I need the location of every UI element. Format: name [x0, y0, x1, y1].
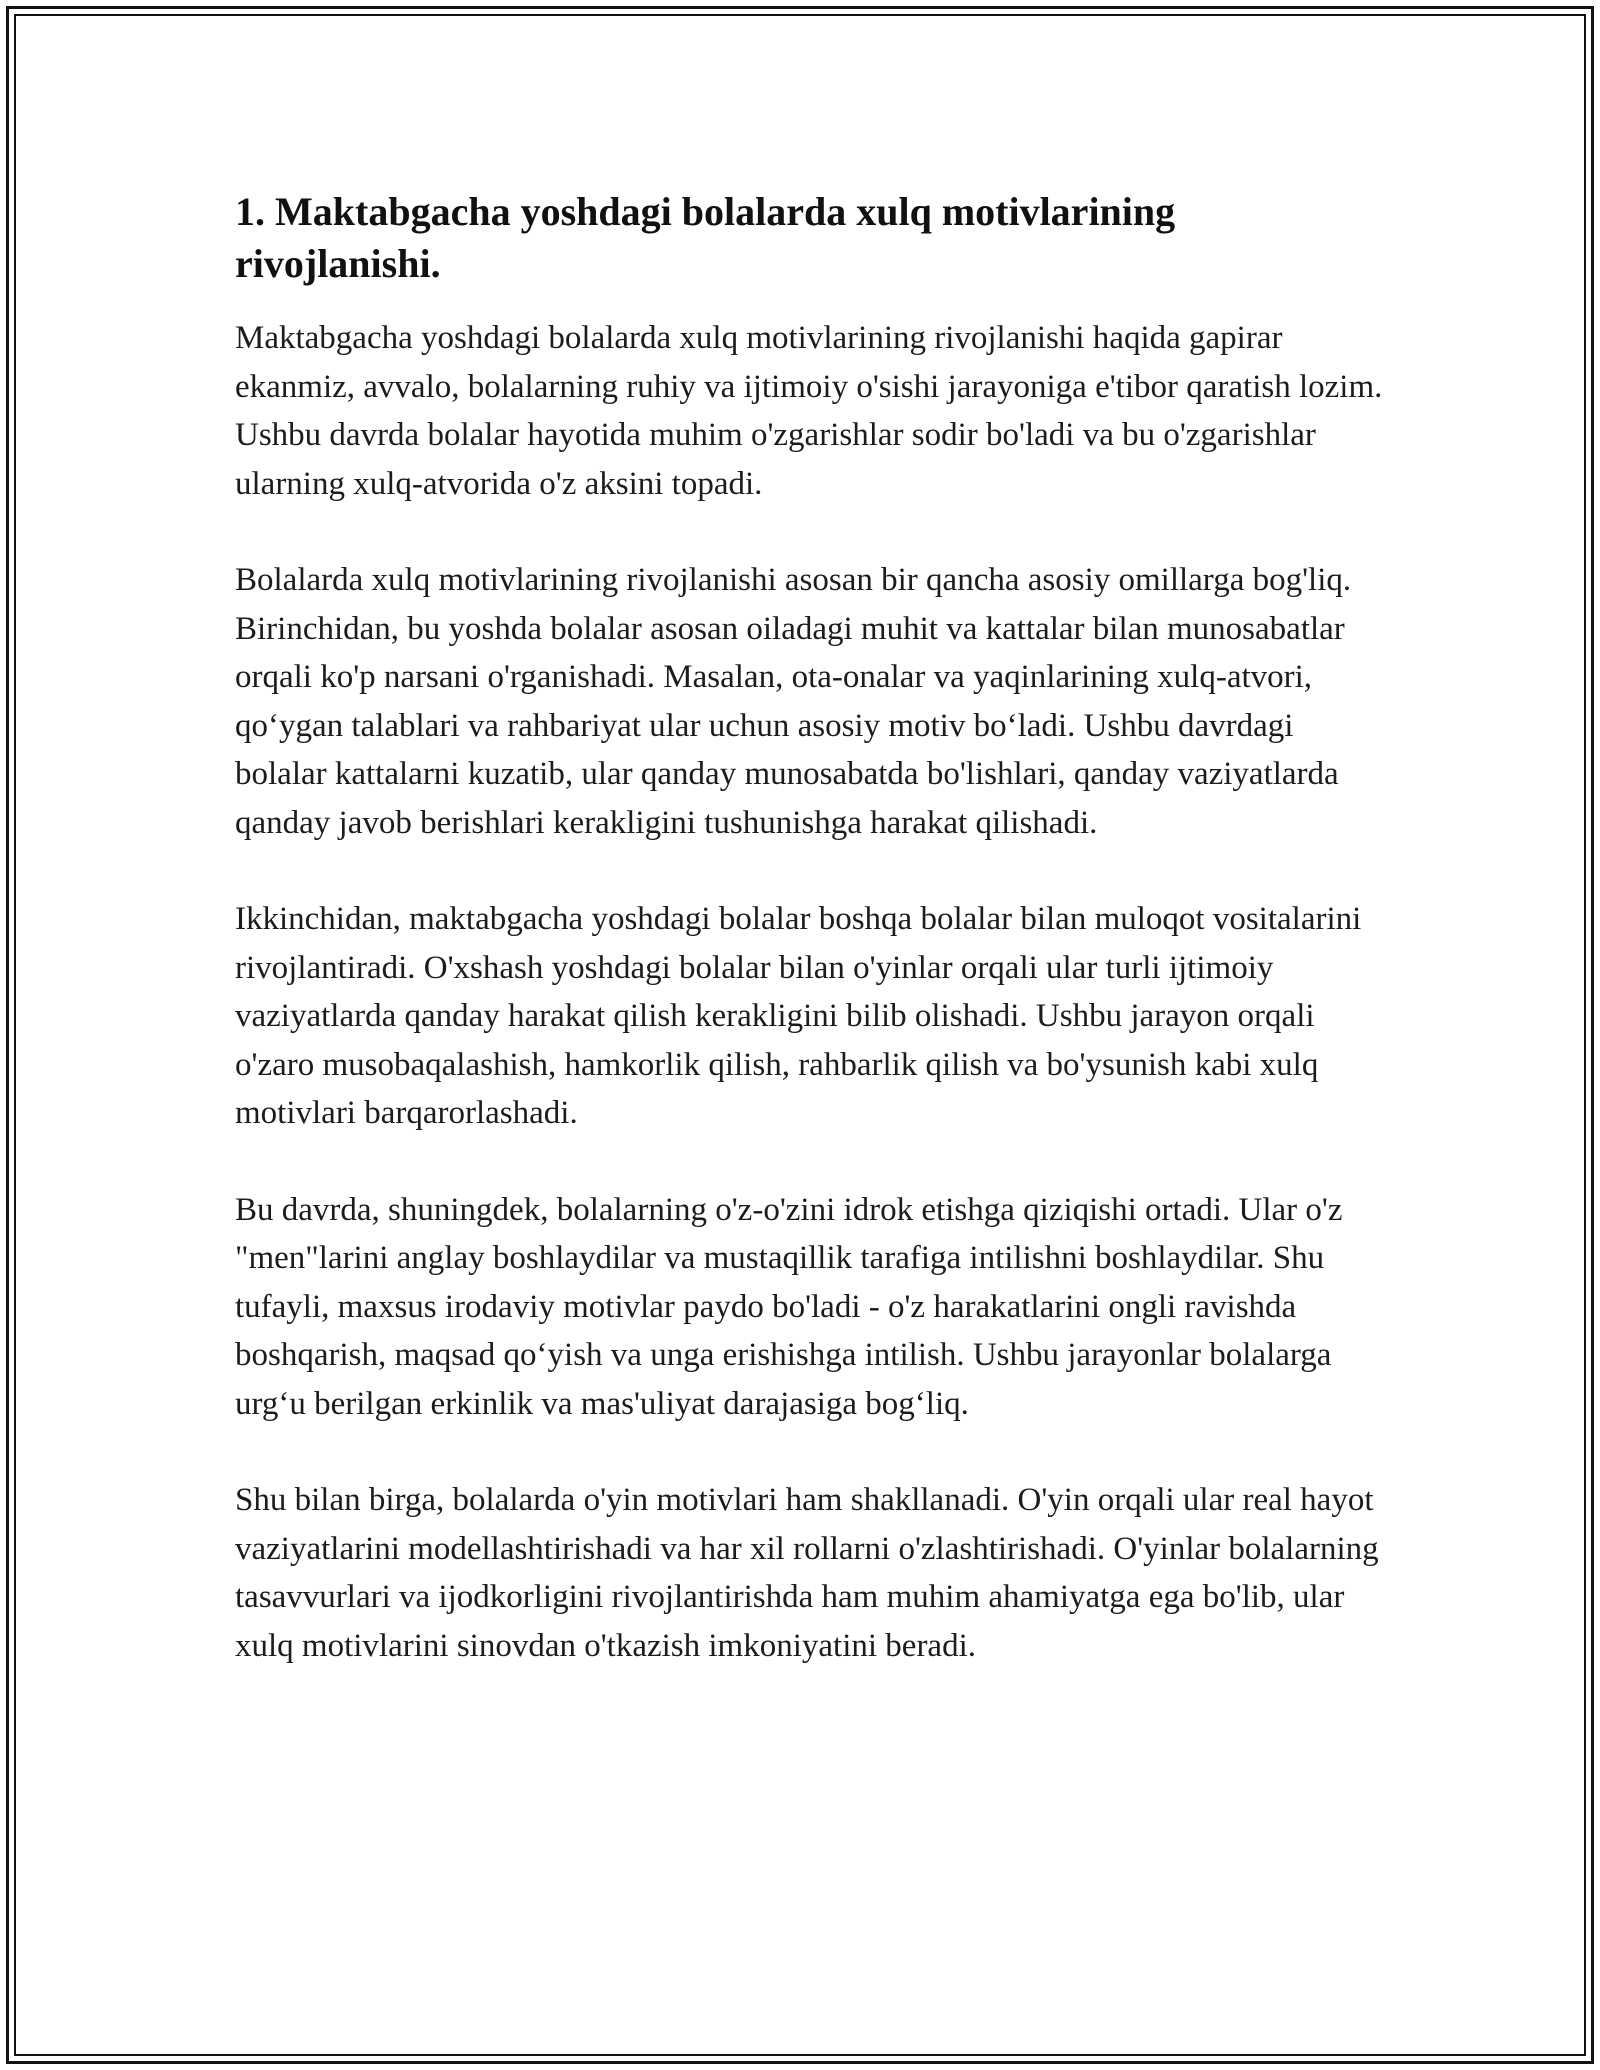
document-title: 1. Maktabgacha yoshdagi bolalarda xulq motivlarining rivojlanishi.	[235, 189, 1176, 286]
document-page	[235, 186, 1385, 1718]
paragraph-1: Maktabgacha yoshdagi bolalarda xulq motivlarining rivojlanishi haqida gapirar ekanmiz, avvalo, bolalarning ruhiy va ijtimoiy o'sishi jarayoniga e'tibor qaratish lozim. Ushbu davrda bolalar hayotida muhim o'zgarishlar sodir bo'ladi va bu o'zgarishlar ularning xulq-atvorida o'z aksini topadi.	[235, 320, 1383, 502]
paragraph-5: Shu bilan birga, bolalarda o'yin motivlari ham shakllanadi. O'yin orqali ular real hayot vaziyatlarini modellashtirishadi va har xil rollarni o'zlashtirishadi. O'yinlar bolalarning tasavvurlari va ijodkorligini rivojlantirishda ham muhim ahamiyatga ega bo'lib, ular xulq motivlarini sinovdan o'tkazish imkoniyatini beradi.	[235, 1482, 1379, 1664]
paragraph-4: Bu davrda, shuningdek, bolalarning o'z-o'zini idrok etishga qiziqishi ortadi. Ular o'z "men"larini anglay boshlaydilar va mustaqillik tarafiga intilishni boshlaydilar. Shu tufayli, maxsus irodaviy motivlar paydo bo'ladi - o'z harakatlarini ongli ravishda boshqarish, maqsad qo‘yish va unga erishishga intilish. Ushbu jarayonlar bolalarga urg‘u berilgan erkinlik va mas'uliyat darajasiga bog‘liq.	[235, 1191, 1343, 1422]
paragraph-3: Ikkinchidan, maktabgacha yoshdagi bolalar boshqa bolalar bilan muloqot vositalarini rivojlantiradi. O'xshash yoshdagi bolalar bilan o'yinlar orqali ular turli ijtimoiy vaziyatlarda qanday harakat qilish kerakligini bilib olishadi. Ushbu jarayon orqali o'zaro musobaqalashish, hamkorlik qilish, rahbarlik qilish va bo'ysunish kabi xulq motivlari barqarorlashadi.	[235, 901, 1362, 1131]
paragraph-2: Bolalarda xulq motivlarining rivojlanishi asosan bir qancha asosiy omillarga bog'liq. Birinchidan, bu yoshda bolalar asosan oiladagi muhit va kattalar bilan munosabatlar orqali ko'p narsani o'rganishadi. Masalan, ota-onalar va yaqinlarining xulq-atvori, qo‘ygan talablari va rahbariyat ular uchun asosiy motiv bo‘ladi. Ushbu davrdagi bolalar kattalarni kuzatib, ular qanday munosabatda bo'lishlari, qanday vaziyatlarda qanday javob berishlari kerakligini tushunishga harakat qilishadi.	[235, 562, 1352, 841]
